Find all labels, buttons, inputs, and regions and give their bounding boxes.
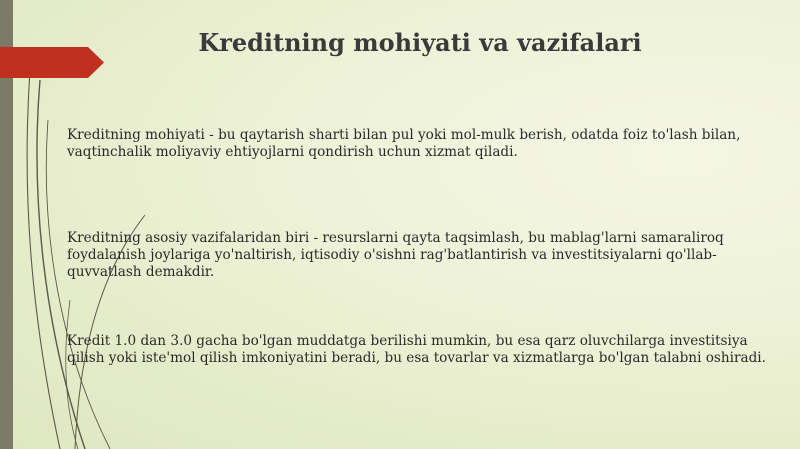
paragraph-mohiyati: Kreditning mohiyati - bu qaytarish sharti bilan pul yoki mol-mulk berish, odatda foiz to'lash bilan, vaqtinchalik moliyaviy ehtiyojlarni qondirish uchun xizmat qiladi. [67,127,741,160]
paragraph-muddat: Kredit 1.0 dan 3.0 gacha bo'lgan muddatga berilishi mumkin, bu esa qarz oluvchilarga investitsiya qilish yoki iste'mol qilish imkoniyatini beradi, bu esa tovarlar va xizmatlarga bo'lgan talabni oshiradi. [67,333,766,366]
paragraph-vazifalari: Kreditning asosiy vazifalaridan biri - resurslarni qayta taqsimlash, bu mablag'larni samaraliroq foydalanish joylariga yo'naltirish, iqtisodiy o'sishni rag'batlantirish va investitsiyalarni qo'llab-quvvatlash demakdir. [67,230,724,280]
red-arrow-banner [0,47,104,78]
slide-title: Kreditning mohiyati va vazifalari [198,28,642,57]
